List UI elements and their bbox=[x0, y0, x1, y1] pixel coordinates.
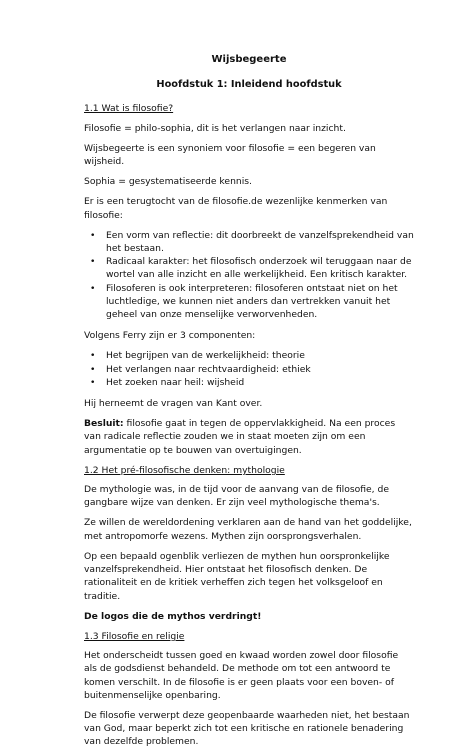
paragraph: Hij herneemt de vragen van Kant over. bbox=[84, 398, 263, 410]
section-3-heading: 1.3 Filosofie en religie bbox=[84, 630, 185, 642]
paragraph: Wijsbegeerte is een synoniem voor filosofie = een begeren van wijsheid. bbox=[84, 142, 376, 168]
list-item: • Het begrijpen van de werkelijkheid: theorie bbox=[104, 349, 414, 362]
components-list bbox=[84, 349, 414, 389]
conclusion-label: Besluit: bbox=[84, 418, 124, 430]
paragraph: Op een bepaald ogenblik verliezen de mythen hun oorspronkelijke vanzelfsprekendheid. Hier ontstaat het filosofisch denken. De rationaliteit en de kritiek verheffen zich tegen het volksgeloof en traditie. bbox=[84, 550, 390, 602]
emphasis-line: De logos die de mythos verdringt! bbox=[84, 610, 262, 622]
paragraph: De mythologie was, in de tijd voor de aanvang van de filosofie, de gangbare wijze van denken. Er zijn veel mythologische thema's. bbox=[84, 484, 389, 509]
conclusion-paragraph bbox=[84, 417, 414, 457]
list-item: • Het verlangen naar rechtvaardigheid: ethiek bbox=[104, 363, 414, 376]
section-2-heading: 1.2 Het pré-filosofische denken: mythologie bbox=[84, 464, 285, 476]
chapter-heading: Hoofdstuk 1: Inleidend hoofdstuk bbox=[156, 79, 342, 91]
list-item: • Radicaal karakter: het filosofisch onderzoek wil teruggaan naar de wortel van alle inzicht en alle werkelijkheid. Een kritisch karakter. bbox=[104, 255, 414, 281]
paragraph: Het onderscheidt tussen goed en kwaad worden zowel door filosofie als de godsdienst behandeld. De methode om tot een antwoord te komen verschilt. In de filosofie is er geen plaats voor een boven- of buitenmenselijke openbaring. bbox=[84, 650, 399, 701]
paragraph: De filosofie verwerpt deze geopenbaarde waarheden niet, het bestaan van God, maar beperkt zich tot een kritische en rationele benadering van dezelfde problemen. bbox=[84, 709, 410, 748]
paragraph: Volgens Ferry zijn er 3 componenten: bbox=[84, 330, 256, 342]
paragraph: Er is een terugtocht van de filosofie.de wezenlijke kenmerken van filosofie: bbox=[84, 196, 388, 221]
paragraph: Filosofie = philo-sophia, dit is het verlangen naar inzicht. bbox=[84, 122, 346, 134]
paragraph: Ze willen de wereldordening verklaren aan de hand van het goddelijke, met antropomorfe wezens. Mythen zijn oorsprongsverhalen. bbox=[84, 517, 412, 542]
paragraph: Sophia = gesystematiseerde kennis. bbox=[84, 176, 252, 188]
conclusion-text: filosofie gaat in tegen de oppervlakkigheid. Na een proces van radicale reflectie zouden we in staat moeten zijn om een argumentatie op te bouwen van overtuigingen. bbox=[84, 418, 396, 456]
list-item: • Een vorm van reflectie: dit doorbreekt de vanzelfsprekendheid van het bestaan. bbox=[104, 229, 414, 255]
section-1-heading: 1.1 Wat is filosofie? bbox=[84, 103, 174, 115]
document-title: Wijsbegeerte bbox=[211, 54, 287, 65]
list-item: • Filosoferen is ook interpreteren: filosoferen ontstaat niet on het luchtledige, we kunnen niet anders dan vertrekken vanuit het geheel van onze menselijke verworvenheden. bbox=[104, 282, 414, 322]
characteristics-list bbox=[84, 229, 414, 321]
list-item: • Het zoeken naar heil: wijsheid bbox=[104, 376, 414, 389]
